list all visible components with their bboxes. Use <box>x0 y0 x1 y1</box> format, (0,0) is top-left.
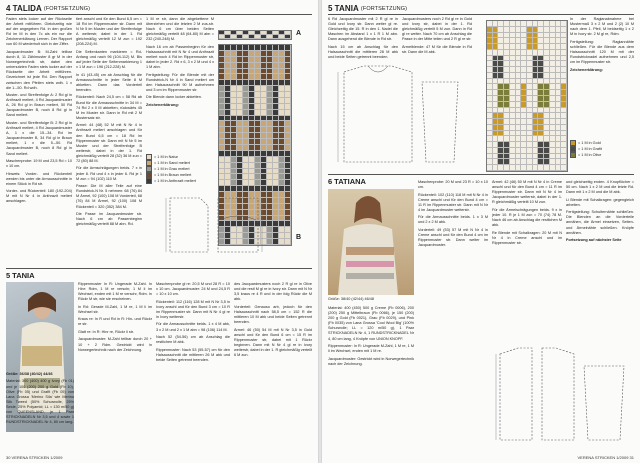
tatiana-column-1 <box>328 306 414 450</box>
tania-column-2 <box>78 282 152 450</box>
tania-materials <box>6 372 74 450</box>
header-rule <box>6 14 312 15</box>
paragraph: In Rd: Gerade M-Zahl, 1 M re, 1 M li im Wechsel str. <box>78 304 152 314</box>
paragraph: Fertigstellung: Raglannähte schließen. Für die Blende aus dem Halsausschnitt 120 M mit der Rundstricknadel aufnehmen und 2,5 cm im Rippenmuster str. <box>570 39 634 65</box>
header-rule <box>328 14 634 15</box>
header-subtitle: (FORTSETZUNG) <box>43 5 91 12</box>
paragraph: Kraus re: In R und Rd in R: Hin- und Rückr re str. <box>78 317 152 327</box>
photo-figure <box>328 189 414 295</box>
paragraph: Die Blende dann locker abketten. <box>146 95 202 100</box>
tatiana-column-3 <box>492 180 562 340</box>
section-rule <box>328 174 634 175</box>
right-page-footer: VERENA STRICKEN 1/2009 31 <box>577 455 634 460</box>
paragraph: Ärmel: 42 (46) 50 M mit N Nr 4 in Creme anschl und für den Bund 4 cm = 11 R im Rippenmuster str. Dann mit N Nr 4 im Jacquardmuster weiterstr, dabei in der 1. R gleichmäßig verteilt 10 M zun. <box>492 180 562 205</box>
tania-jacquard-chart <box>486 20 568 172</box>
paragraph: Hinweis: Vorder- und Rückenteil werden bis unter die Armausschnitte in einem Stück in Rd str. <box>6 171 72 186</box>
legend-label: = 1 M in Grafit <box>578 146 602 151</box>
paragraph: Ärmelblende: 47 M für die Blende in Rd str. Dann die M abk. <box>402 44 472 54</box>
paragraph: Nach 16 cm ab Passenbeginn für den Halsausschnitt mit N Nr 4 und Anthrazit meliert noch 4 Rd im Rippenmuster str, dabei in jeder 2. Rd x 6, 3 x 2 M und 4 x 1 M abn. <box>146 44 214 70</box>
right-page-header <box>328 4 407 13</box>
paragraph: Re Blende mit Schalkragen: 20 M mit N Nr 4 in Creme anschl und im Rippenmuster str. <box>492 230 562 245</box>
tania-legend <box>570 140 634 158</box>
left-page-header <box>6 4 90 13</box>
chart-cell <box>561 165 567 171</box>
paragraph: Maschenprobe: 19 M und 23,5 Rd = 10 x 10 cm. <box>6 159 72 169</box>
chart-a-label: A <box>296 30 302 37</box>
paragraph: Rippenmuster: Nach 53 (55-57) cm für den Halsausschnitt die mittleren 26 M abk und beide Seiten getrennt beenden. <box>156 347 230 362</box>
paragraph: Die Passe im Jacquardmuster str. Nach 6 cm ab Passenbeginn gleichmäßig verteilt 88 M abn. Rd. <box>76 212 142 227</box>
tatiana-schematic <box>492 342 632 448</box>
left-page <box>0 0 318 463</box>
chart-cell <box>285 35 291 39</box>
chart-b-label: B <box>296 234 302 241</box>
paragraph: des Jacquardmusters noch 2 R gl re in Olive und die restl M gl re in Ivory str. Dann mit N Nr 3,5 kraus re 4 R und in der folg Rückr die M abk. <box>234 282 312 302</box>
paragraph: Für die Armschrägungen beids. 7 x in jeder 8. Rd und 4 x in jeder 6. Rd je 1 M zun = 94 (102) 110 M. <box>76 166 142 181</box>
legend-label: = 1 M in Olive <box>578 152 602 157</box>
header-title: TANIA <box>334 4 359 13</box>
talida-column-1 <box>6 17 72 265</box>
paragraph: Zeichenerklärung: <box>570 67 603 72</box>
talida-column-2 <box>76 17 142 265</box>
section-name: TANIA <box>12 271 35 280</box>
paragraph: Rippenmuster In R: Ungerade M-Zahl. In Hinr: Rdm, 1 M re verschr, 1 M li im Wechsel, enden mit 1 M re verschr, Rdm. In Rückr M str, wie sie erscheinen. <box>78 282 152 302</box>
paragraph: Fortsetzung auf nächster Seite <box>566 238 622 243</box>
tatiana-model-photo <box>328 189 414 295</box>
paragraph: Rückenteil: 102 (110) 118 M mit N Nr 4 in Creme anschl und für den Bund 4 cm = 11 R im Rippenmuster str. Dann mit N Nr 4 im Jacquardmuster weiterstr. <box>418 192 488 212</box>
tatiana-size-caption: Größe: 38/40 (42/44) 46/48 <box>328 297 375 301</box>
right-page <box>322 0 640 463</box>
paragraph: Jacquardmuster: M-Zahl teilbar durch 20 + 10 + 2 Rdm. Gestrickt wird in Norwegertechnik nach der Zeichnung. <box>78 337 152 352</box>
paragraph: Für die Armausschnitte beids. 1 x 4 M abk, 3 x 2 M und 2 x 1 M abn = 98 (106) 114 M. <box>156 322 230 332</box>
paragraph: tiert anschl und für den Bund 6,5 cm = 18 Rd im Rippenmuster str. Dann mit N Nr 5 im Muster und der Streifenfolge A weiterstr, dabei in der 1. Rd gleichmäßig verteilt 12 M zun = 192 (208-224) M. <box>76 17 142 47</box>
paragraph: Muster- und Streifenfolge A: 2 Rd gl in Anthrazit meliert, 4 Rd Jacquardmuster A, 26 Rd gl in Braun meliert, 50 Rd Jacquardmuster B, noch 8 Rd gl in Sand meliert. <box>6 93 72 118</box>
paragraph: Vorderteil: Genauso arb, jedoch für den Halsausschnitt nach 58,5 cm = 152 R die mittleren 10 M abk und beide Seiten getrennt beenden. <box>234 304 312 325</box>
paragraph: Ärmel: 44 (48) 52 M mit N Nr 4 in Anthrazit meliert anschlagen und für den Bund 6,5 cm = 18 Rd im Rippenmuster str. Dann mit N Nr 5 im Muster und der Streifenfolge B weiterstr, dabei in der 1. Rd gleichmäßig verteilt 28 (32) 36 M zun = 72 (80) 88 M. <box>76 123 142 163</box>
paragraph: 1 M re str, dann die abgekettene M überziehen und die letzten 2 M zus-str. Nach 6 cm über beiden Seiten gleichmäßig verteilt 48 (64-80) M abn = 232 (240-248) M. <box>146 17 214 42</box>
section-name: TATIANA <box>334 177 366 186</box>
paragraph: Vorderteil: 49 (53) 57 M mit N Nr 4 in Creme anschl und für den Bund 4 cm im Rippenmuster str. Dann weiter im Jacquardmuster. <box>418 227 488 248</box>
paragraph: Ärmel: 46 (50) 54 M mit N Nr 3,5 in Gold anschl und für den Bund 6 cm = 15 R im Rippenmuster str, dabei mit 1 Rückr beginnen. Dann mit N Nr 4 gl re in Ivory weiterstr, dabei in der 1. R gleichmäßig verteilt 6 M zun. <box>234 327 312 357</box>
legend-item <box>570 152 634 158</box>
legend-label: = 1 M in Grau meliert <box>154 166 190 171</box>
paragraph: Jacquardmuster: Gestrickt wird in Norwegertechnik nach der Zeichnung. <box>328 356 414 366</box>
paragraph: Rippenmuster: In R: Ungerade M-Zahl, 1 M re, 1 M li im Wechsel, enden mit 1 M re. <box>328 344 414 354</box>
section-number: 5 <box>6 271 11 280</box>
tatiana-section-title <box>328 177 366 186</box>
talida-legend <box>146 154 214 184</box>
knitting-chart-a <box>218 30 292 40</box>
paragraph: Glatt re: In R: Hinr re, Rückr li str. <box>78 329 134 334</box>
paragraph: Nach 15 cm ab Anschlag für den Halsausschnitt die mittleren 28 M abk und beide Seiten getrennt beenden. <box>328 44 398 60</box>
size-info: Größe: 36/38 (40/42) 44/46 <box>6 372 53 376</box>
paragraph: und gleichzeitig enden. 4 Knopflöcher = 50 cm. Nach 1 x 2 M und die letzte Rd. Dann mit 1 x 2 M und die M abk. <box>566 180 634 195</box>
tatiana-column-4 <box>566 180 634 340</box>
legend-item <box>146 178 214 184</box>
paragraph: In der Raglanabnahme bei Mustermaß 3 x 2 M und 2 (2) 10 M nach dem 1. Pfeil, M beidseitig 1 x 2 M in Ivory str. 2 M gl re, Rdm. <box>570 17 634 37</box>
paragraph: Nach 52 (54-56) cm ab Anschlag die restlichen M abk. <box>156 335 230 345</box>
paragraph: Zeichenerklärung: <box>146 102 179 107</box>
paragraph: Rückenteil: Nach 24,5 cm = 58 Rd ab Bund für die Armausschnitte in 34 M = 74 Rd 2 x 0 M abketten, rückwärts 45 M im Muster str. Dann in Rd mit 2 M Mustersatz str. <box>76 95 142 120</box>
section-rule <box>6 268 312 269</box>
paragraph: Muster- und Streifenfolge B: 2 Rd gl in Anthrazit meliert, 4 Rd Jacquardmuster A, 1 x die 15.–34. Rd im Jacquardmuster B, 34 Rd gl in Braun meliert, 1 x die 5.–50. Rd Jacquardmuster B, noch 8 Rd gl in Sand meliert. <box>6 120 72 156</box>
talida-schematic <box>160 190 310 260</box>
legend-swatch <box>570 152 576 158</box>
tania-section-title <box>6 271 35 280</box>
paragraph: Für die Armausschnitte beids. 1 x 3 M und 2 x 2 M abk. <box>418 215 488 225</box>
tania-column-4 <box>234 282 312 450</box>
materials-info: Material: 300 (400) 400 g Ivory (Fb 01) und je 100 (200) 200 g Gold (Fb 10), Olive (Fb 05) und Grafit (Fb 05) von Lana Grossa 'Merino Sila' wie Merino Silk Tweed (50% Schurwolle, 25% Seide, 25% Polyamid; LL = 130 m/50 g) von QUEENSLAND, je 1 Paar STRICKNADELN Nr 3,5 und 4 sowie 1 RUNDSTRICKNADEL Nr 4, 80 cm lang. <box>6 379 74 425</box>
header-number: 5 <box>328 4 333 13</box>
paragraph: Li Blende mit Schalkragen: gegengleich arbeiten. <box>566 197 634 207</box>
paragraph: Passe: Die M aller Teile auf eine Rundstrick-N Nr. 5 nehmen: 68 (76) 84 M Ärmel, 92 (100) 108 M Vorderteil, 68 (76) 84 M Ärmel, 92 (100) 108 M Rückenteil = 320 (352) 384 M. <box>76 184 142 209</box>
paragraph: Fertigstellung: Für die Blende mit der Rundstrick-N Nr 4 in Sand meliert um den Halsausschnitt 90 M aufnehmen und 3 cm im Rippenmuster str. <box>146 72 214 92</box>
legend-label: = 1 M in Gold <box>578 140 601 145</box>
paragraph: Faden stets locker auf der Rückseite der Arbeit mitführen. Gleichzeitig wie auf der angegeben Rd. in den großen Rd im M in den 7c als ein nur die Zeichenerklärung Lernen. Der Rapport von 60 M wiederholt sich in der Ziffer. <box>6 17 72 47</box>
tania-column-3 <box>156 282 230 450</box>
paragraph: Jacquardmuster B: M-Zahl teilbar durch 8, 11 Zählmuster 8 gr M in der Norwegertechnik str, dabei den unbenutzten Faden stets locker auf der Rückseite der Arbeit mitführen. Gezeichnet ist jede Rd. Den Rapport zwischen den Pfeilen stets wdh. 1 x die 1.–50. Rd wdh. <box>6 49 72 90</box>
header-number: 4 <box>6 4 11 13</box>
paragraph: Jacquardmusters noch 2 Rd gl re in Gold und Ivory str, dabei in der 1. Rd gleichmäßig verteilt 5 M zun. Dann in Rd gl re weiter. Nach 70 cm ab Anschlag die Passe in der Mitte teilen und 2 R gl re str. <box>402 17 472 42</box>
legend-label: = 1 M in Anthrazit meliert <box>154 178 196 183</box>
section-number: 6 <box>328 177 333 186</box>
paragraph: Maschenprobe gl re: 20,5 M und 28 R = 10 x 10 cm. Jacquardmuster: 24 M und 24,5 R = 10 x 10 cm. <box>156 282 230 297</box>
tania-cont-column-2 <box>402 17 472 77</box>
legend-swatch <box>146 178 152 184</box>
header-title: TALIDA <box>12 4 42 13</box>
legend-label: = 1 M in Braun meliert <box>154 172 192 177</box>
tania-cont-column-1 <box>328 17 398 60</box>
paragraph: In 41 (43-45) cm ab Anschlag für die Armausschnitte in jeder Seite 8 M abketten. Dann das Vorderteil beenden. <box>76 72 142 92</box>
legend-label: = 1 M in Natur <box>154 154 178 159</box>
talida-column-3 <box>146 17 214 167</box>
paragraph: Für die Ärmelschrägungen beids. 9 x in jeder 10. R je 1 M zun = 70 (74) 78 M. Nach 46 cm ab Anschlag die restlichen M abk. <box>492 207 562 228</box>
paragraph: Vorder- und Rückenteil: 180 (192-204) M mit N Nr 4 in Anthrazit meliert anschlagen. <box>6 189 72 204</box>
tatiana-column-2 <box>418 180 488 450</box>
left-page-footer: 30 VERENA STRICKEN 1/2009 <box>6 455 63 460</box>
paragraph: Fertigstellung: Schulternähte schließen. Die Blenden an die Vorderteile annähen, die Ärmel einsetzen, Seiten- und Ärmelnähte schließen. Knöpfe annähen. <box>566 210 634 235</box>
paragraph: 6 Rd Jacquardmuster mit 2 R gl re in Gold und Ivory str. Dann weiter gl re. Gleichzeitig die 15. R in den 1. Nadel die Maschen im Abstand 1 x 1 R 1 M abn. Dann ausgehend die Blende in Rd str. <box>328 17 398 42</box>
paragraph: Die Seitenkanten markieren = Rd-Anfang und nach 96 (104-112) M. Bis auf jeder Seite der Seitenmarkierung 1 x 1 M zun = 196 (212-228) M. <box>76 49 142 70</box>
paragraph: Material: 400 (450) 500 g Creme (Fb 0006), 200 (200) 250 g Mittelbraun (Fb 0066), je 150 (200) 200 g Gold (Fb 0021), Grau (Fb 0029), und Pink (Fb 0035) von Lana Grossa 'Cool Wool Big' (100% Schurwolle; LL = 120 m/50 g), 1 Paar STRICKNADELN Nr 4, 1 RUNDSTRICKNADEL Nr 4, 80 cm lang, 4 Knöpfe von UNION KNOPF. <box>328 306 414 341</box>
header-subtitle: (FORTSETZUNG) <box>360 5 408 12</box>
paragraph: Maschenprobe: 20 M und 23 R = 10 x 10 cm. <box>418 180 488 190</box>
legend-label: = 1 M in Sand meliert <box>154 160 190 165</box>
paragraph: Rückenteil: 112 (116) 128 M mit N Nr 3,5 in Ivory anschl und für den Bund 3 cm = 10 R im Rippenmuster str. Dann mit N Nr 4 gl re in Ivory weiterstr. <box>156 299 230 319</box>
tania-schematic <box>330 62 470 172</box>
tania-cont-column-3 <box>570 17 634 157</box>
